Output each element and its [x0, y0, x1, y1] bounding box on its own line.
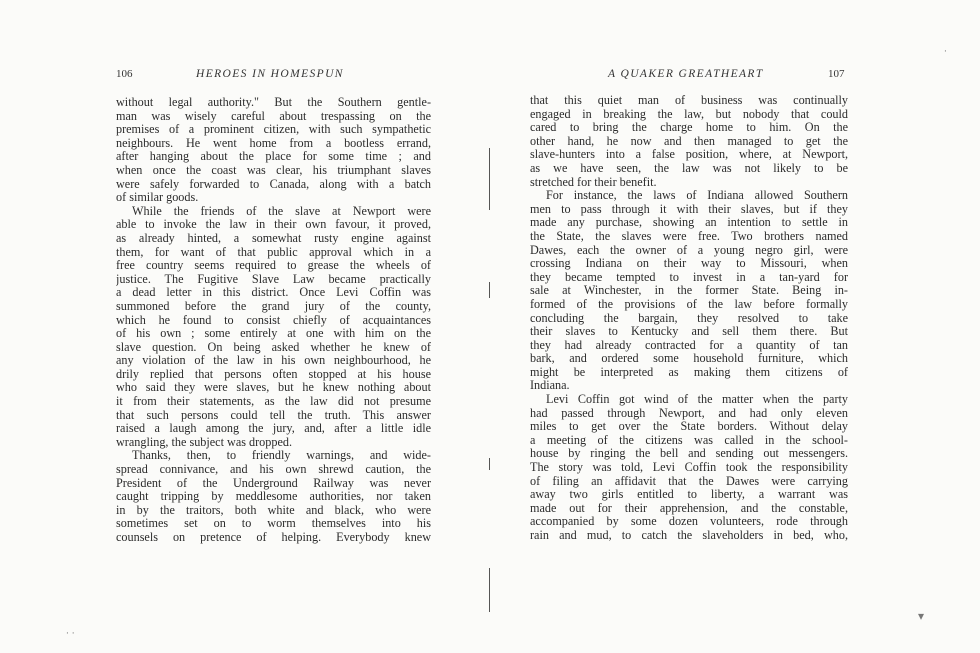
text-line: able to invoke the law in their own favour, it proved, [116, 218, 431, 232]
text-line: after hanging about the place for some time ; and [116, 150, 431, 164]
text-line: Dawes, each the owner of a young negro girl, were [530, 243, 848, 257]
text-line: premises of a prominent citizen, with such sympathetic [116, 123, 431, 137]
text-line: caught tripping by meddlesome authorities, nor taken [116, 490, 431, 504]
text-line: they had already contracted for a quantity of tan [530, 338, 848, 352]
right-page [490, 0, 980, 653]
text-line: free country seems required to grease the wheels of [116, 259, 431, 273]
text-line: in by the traitors, both white and black, who were [116, 503, 431, 517]
text-line: man was wisely careful about trespassing on the [116, 109, 431, 123]
text-line: rain and mud, to catch the slaveholders in bed, who, [530, 529, 848, 542]
text-line: they became tempted to invest in a tan-yard for [530, 270, 848, 284]
text-line: The story was told, Levi Coffin took the responsibility [530, 461, 848, 475]
text-line: had passed through Newport, and had only eleven [530, 406, 848, 420]
text-line: miles to get over the State borders. Without delay [530, 420, 848, 434]
text-line: Thanks, then, to friendly warnings, and wide- [132, 449, 431, 463]
text-line: them, for want of that public approval which in a [116, 245, 431, 259]
text-line: President of the Underground Railway was never [116, 476, 431, 490]
text-line: the State, the slaves were free. Two brothers named [530, 229, 848, 243]
text-line: For instance, the laws of Indiana allowed Southern [546, 189, 848, 203]
text-line: raised a laugh among the jury, and, after a little idle [116, 422, 431, 436]
text-line: sometimes set on to worm themselves into his [116, 517, 431, 531]
text-line: slave-hunters into a false position, where, at Newport, [530, 148, 848, 162]
text-line: Indiana. [530, 379, 570, 393]
scan-speck: ▾ [918, 609, 925, 623]
text-line: who said they were slaves, but he knew nothing about [116, 381, 431, 395]
text-line: without legal authority." But the Southern gentle- [116, 96, 431, 109]
text-line: justice. The Fugitive Slave Law became practically [116, 272, 431, 286]
text-line: Levi Coffin got wind of the matter when the party [546, 393, 848, 407]
text-line: away two girls entitled to liberty, a warrant was [530, 488, 848, 502]
text-line: house by ringing the bell and sending out messengers. [530, 447, 848, 461]
text-line: their slaves to Kentucky and sell them there. But [530, 325, 848, 339]
text-line: that this quiet man of business was continually [530, 94, 848, 107]
left-page-text [116, 96, 431, 545]
text-line: formed of the provisions of the law before formally [530, 297, 848, 311]
text-line: drily replied that persons often stopped at his house [116, 367, 431, 381]
text-line: stretched for their benefit. [530, 175, 657, 189]
text-line: of his own ; some entirely at one with him on the [116, 327, 431, 341]
text-line: slave question. On being asked whether he knew of [116, 340, 431, 354]
text-line: wrangling, the subject was dropped. [116, 435, 292, 449]
text-line: might be interpreted as making them citizens of [530, 365, 848, 379]
text-line: made out for their apprehension, and the constable, [530, 501, 848, 515]
text-line: accompanied by some dozen volunteers, rode through [530, 515, 848, 529]
text-line: which he found to consist chiefly of acquaintances [116, 313, 431, 327]
right-page-text [530, 94, 848, 543]
text-line: bark, and ordered some household furniture, which [530, 352, 848, 366]
text-line: cared to bring the charge home to him. On the [530, 121, 848, 135]
text-line: as we have seen, the law was not likely to be [530, 161, 848, 175]
text-line: While the friends of the slave at Newport were [132, 204, 431, 218]
text-line: concluding the bargain, they resolved to take [530, 311, 848, 325]
left-page-number: 106 [116, 68, 133, 80]
text-line: men to pass through it with their slaves, but if they [530, 202, 848, 216]
text-line: as already hinted, a somewhat rusty engine against [116, 231, 431, 245]
text-line: summoned before the grand jury of the county, [116, 299, 431, 313]
text-line: crossing Indiana on their way to Missouri, when [530, 257, 848, 271]
text-line: of filing an affidavit that the Dawes were carrying [530, 474, 848, 488]
text-line: of similar goods. [116, 191, 199, 205]
text-line: when once the coast was clear, his triumphant slaves [116, 163, 431, 177]
text-line: were safely forwarded to Canada, along with a batch [116, 177, 431, 191]
text-line: that such persons could tell the truth. This answer [116, 408, 431, 422]
text-line: any violation of the law in his own neighbourhood, he [116, 354, 431, 368]
scan-speck: · · [66, 629, 75, 639]
right-running-head: A QUAKER GREATHEART [608, 68, 764, 80]
left-running-head: HEROES IN HOMESPUN [196, 68, 344, 80]
text-line: a meeting of the citizens was called in the school- [530, 433, 848, 447]
text-line: other hand, he now and then managed to get the [530, 134, 848, 148]
text-line: engaged in breaking the law, but nobody that could [530, 107, 848, 121]
scan-speck: · [944, 47, 947, 57]
text-line: sale at Winchester, in the former State. Being in- [530, 284, 848, 298]
text-line: spread connivance, and his own shrewd caution, the [116, 463, 431, 477]
text-line: neighbours. He went home from a bootless errand, [116, 136, 431, 150]
text-line: counsels on pretence of helping. Everybody knew [116, 531, 431, 544]
right-page-number: 107 [828, 68, 845, 80]
text-line: made any purchase, showing an intention to settle in [530, 216, 848, 230]
text-line: it from their statements, as the law did not presume [116, 395, 431, 409]
text-line: a dead letter in this district. Once Levi Coffin was [116, 286, 431, 300]
